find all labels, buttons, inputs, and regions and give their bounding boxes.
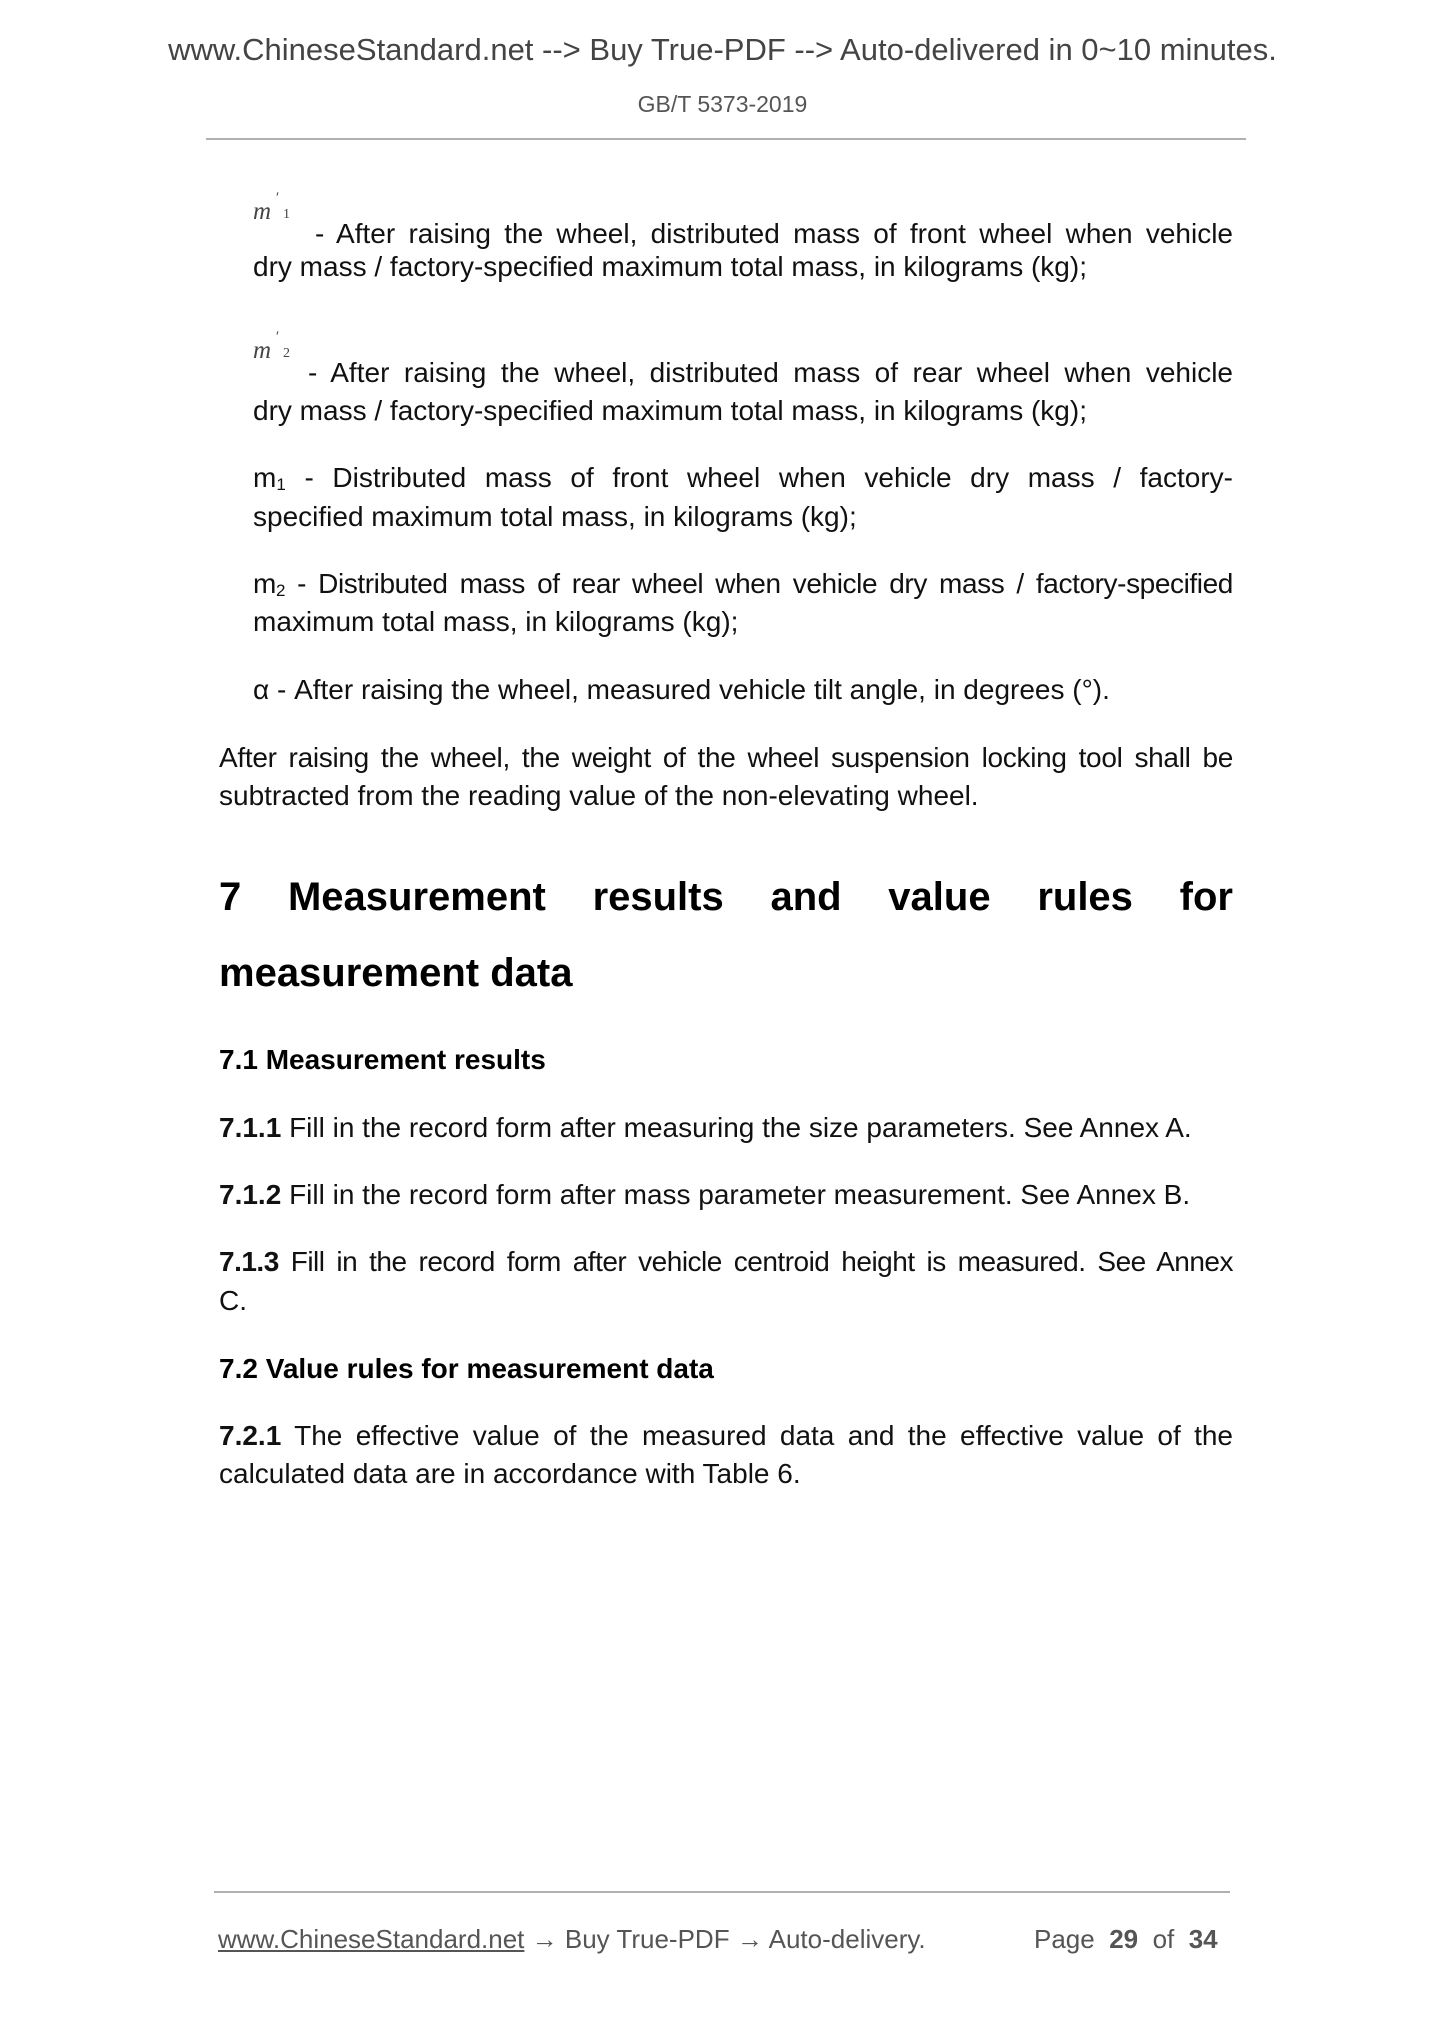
clause-number: 7.1.2 (219, 1179, 282, 1210)
symbol-m-prime-2: m ′ 2 (253, 329, 290, 364)
footer-left (218, 1922, 926, 1956)
clause-number: 7.1.1 (219, 1112, 282, 1143)
definition-m1-line1: m1 - Distributed mass of front wheel when vehicle dry mass / factory- (253, 462, 1234, 494)
section-7-heading-line2: measurement data (219, 951, 573, 995)
definition-m-prime-2-line2: dry mass / factory-specified maximum total mass, in kilograms (kg); (253, 395, 1087, 426)
footer-site-link[interactable]: www.ChineseStandard.net (218, 1924, 525, 1954)
symbol-alpha: α (253, 674, 270, 705)
clause-7-1-3-line1: 7.1.3 Fill in the record form after vehicle centroid height is measured. See Annex (219, 1246, 1234, 1277)
clause-number: 7.1.3 (219, 1246, 279, 1277)
heading-word: for (1179, 875, 1233, 919)
definition-alpha: α - After raising the wheel, measured vehicle tilt angle, in degrees (°). (253, 674, 1110, 705)
arrow-right-icon: → (531, 1924, 558, 1954)
note-paragraph-line1: After raising the wheel, the weight of the wheel suspension locking tool shall be (219, 742, 1233, 773)
symbol-m-prime-1: m ′ 1 (253, 190, 290, 225)
page-total: 34 (1188, 1924, 1218, 1954)
definition-m-prime-2-line1: m ′ 2 - After raising the wheel, distributed mass of rear wheel when vehicle (253, 329, 1233, 388)
footer-buy-text: Buy True-PDF (564, 1924, 730, 1954)
clause-7-1-2: 7.1.2 Fill in the record form after mass parameter measurement. See Annex B. (219, 1179, 1191, 1210)
section-7-1-heading: 7.1 Measurement results (219, 1044, 546, 1075)
footer-divider (214, 1891, 1230, 1893)
clause-number: 7.2.1 (219, 1420, 282, 1451)
heading-word: rules (1037, 875, 1133, 919)
heading-word: value (888, 875, 991, 919)
clause-7-2-1-line2: calculated data are in accordance with Table 6. (219, 1458, 801, 1489)
definition-m-prime-1-line1: m ′ 1 - After raising the wheel, distributed mass of front wheel when vehicle (253, 190, 1233, 249)
heading-word: results (592, 875, 724, 919)
page-current: 29 (1109, 1924, 1139, 1954)
definition-m1-line2: specified maximum total mass, in kilograms (kg); (253, 501, 857, 532)
page-of: of (1152, 1924, 1175, 1954)
definition-m2-line2: maximum total mass, in kilograms (kg); (253, 606, 739, 637)
arrow-right-icon: → (736, 1924, 763, 1954)
header-divider (206, 138, 1246, 140)
section-7-heading-line1 (219, 872, 1233, 922)
clause-7-1-1: 7.1.1 Fill in the record form after measuring the size parameters. See Annex A. (219, 1112, 1192, 1143)
heading-word: Measurement (287, 875, 546, 919)
definition-m-prime-1-line2: dry mass / factory-specified maximum total mass, in kilograms (kg); (253, 251, 1087, 282)
standard-code: GB/T 5373-2019 (637, 91, 808, 117)
page-label: Page (1034, 1924, 1095, 1954)
page-indicator (1034, 1922, 1218, 1956)
clause-7-1-3-line2: C. (219, 1285, 247, 1316)
section-7-2-heading: 7.2 Value rules for measurement data (219, 1353, 714, 1384)
clause-7-2-1-line1: 7.2.1 The effective value of the measured data and the effective value of the (219, 1420, 1233, 1451)
heading-word: 7 (219, 875, 242, 919)
footer-delivery-text: Auto-delivery. (768, 1924, 926, 1954)
symbol-m1: m1 (253, 462, 286, 494)
symbol-m2: m2 (253, 568, 285, 600)
header-banner: www.ChineseStandard.net --> Buy True-PDF --> Auto-delivered in 0~10 minutes. (168, 32, 1277, 67)
heading-word: and (770, 875, 842, 919)
definition-m2-line1: m2 - Distributed mass of rear wheel when vehicle dry mass / factory-specified (253, 568, 1233, 600)
note-paragraph-line2: subtracted from the reading value of the non-elevating wheel. (219, 780, 979, 811)
